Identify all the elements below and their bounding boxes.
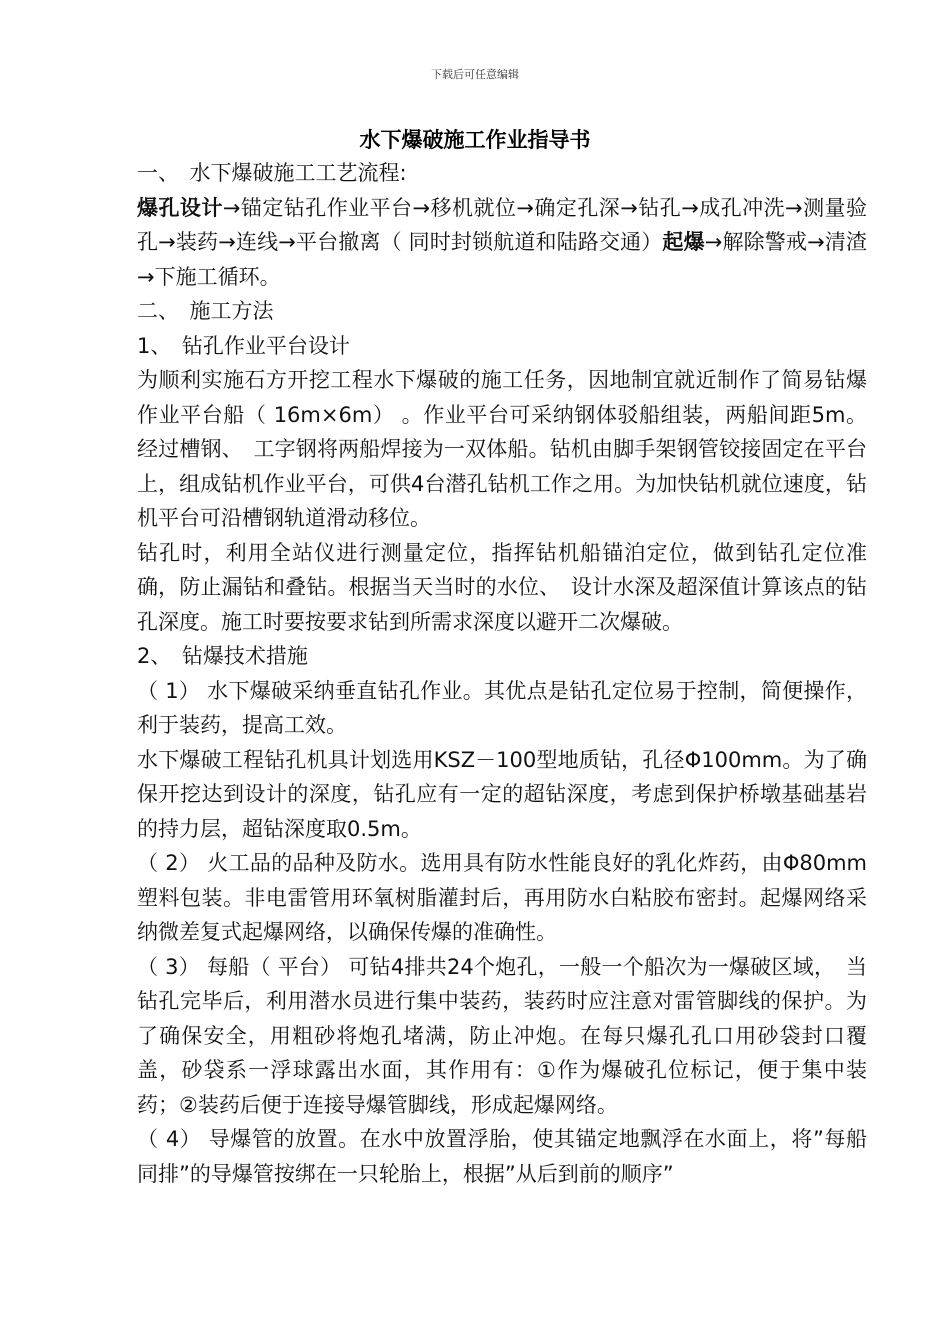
subsection1-paragraph-1: 为顺利实施石方开挖工程水下爆破的施工任务，因地制宜就近制作了简易钻爆作业平台船（ 16m×6m） 。作业平台可采纳钢体驳船组装，两船间距5m。经过槽钢、 工字钢将两船焊接为一双体船。钻机由脚手架钢管铰接固定在平台上，组成钻机作业平台，可供4台潜孔钻机工作之用。为加快钻机就位速度，钻机平台可沿槽钢轨道滑动移位。 bbox=[137, 368, 867, 530]
subsection1-heading: 1、 钻孔作业平台设计 bbox=[137, 333, 350, 358]
measure-item-1-detail: 水下爆破工程钻孔机具计划选用KSZ－100型地质钻，孔径Φ100mm。为了确保开挖达到设计的深度，钻孔应有一定的超钻深度，考虑到保护桥墩基础基岩的持力层，超钻深度取0.5m。 bbox=[137, 747, 867, 841]
document-body bbox=[137, 156, 867, 1191]
flow-start: 爆孔设计 bbox=[137, 195, 223, 220]
subsection2-heading: 2、 钻爆技术措施 bbox=[137, 644, 308, 668]
section1-heading: 一、 水下爆破施工工艺流程: bbox=[137, 161, 407, 185]
measure-item-1: （ 1） 水下爆破采纳垂直钻孔作业。其优点是钻孔定位易于控制，简便操作，利于装药，提高工效。 bbox=[137, 678, 867, 737]
flow-bold: 起爆 bbox=[662, 230, 705, 254]
flow-end: →解除警戒→清渣→下施工循环。 bbox=[137, 230, 867, 289]
document-title: 水下爆破施工作业指导书 bbox=[359, 128, 591, 152]
measure-item-4: （ 4） 导爆管的放置。在水中放置浮胎，使其锚定地飘浮在水面上，将”每船同排”的导爆管按绑在一只轮胎上，根据”从后到前的顺序” bbox=[137, 1127, 867, 1186]
subsection1-paragraph-2: 钻孔时，利用全站仪进行测量定位，指挥钻机船锚泊定位，做到钻孔定位准确，防止漏钻和叠钻。根据当天当时的水位、 设计水深及超深值计算该点的钻孔深度。施工时要按要求钻到所需求深度以避开二次爆破。 bbox=[137, 540, 867, 634]
page-header-note: 下载后可任意编辑 bbox=[431, 68, 519, 81]
section2-heading: 二、 施工方法 bbox=[137, 299, 274, 323]
process-flow bbox=[137, 191, 867, 295]
measure-item-2: （ 2） 火工品的品种及防水。选用具有防水性能良好的乳化炸药，由Φ80mm塑料包装。非电雷管用环氧树脂灌封后，再用防水白粘胶布密封。起爆网络采纳微差复式起爆网络，以确保传爆的准确性。 bbox=[137, 851, 867, 944]
flow-middle: →锚定钻孔作业平台→移机就位→确定孔深→钻孔→成孔冲洗→测量验孔→装药→连线→平台撤离（ 同时封锁航道和陆路交通） bbox=[137, 195, 868, 254]
measure-item-3: （ 3） 每船（ 平台） 可钻4排共24个炮孔，一般一个船次为一爆破区域， 当钻孔完毕后，利用潜水员进行集中装药，装药时应注意对雷管脚线的保护。为了确保安全，用粗砂将炮孔堵满，防止冲炮。在每只爆孔孔口用砂袋封口覆盖，砂袋系一浮球露出水面，其作用有：①作为爆破孔位标记，便于集中装药；②装药后便于连接导爆管脚线，形成起爆网络。 bbox=[137, 954, 867, 1117]
